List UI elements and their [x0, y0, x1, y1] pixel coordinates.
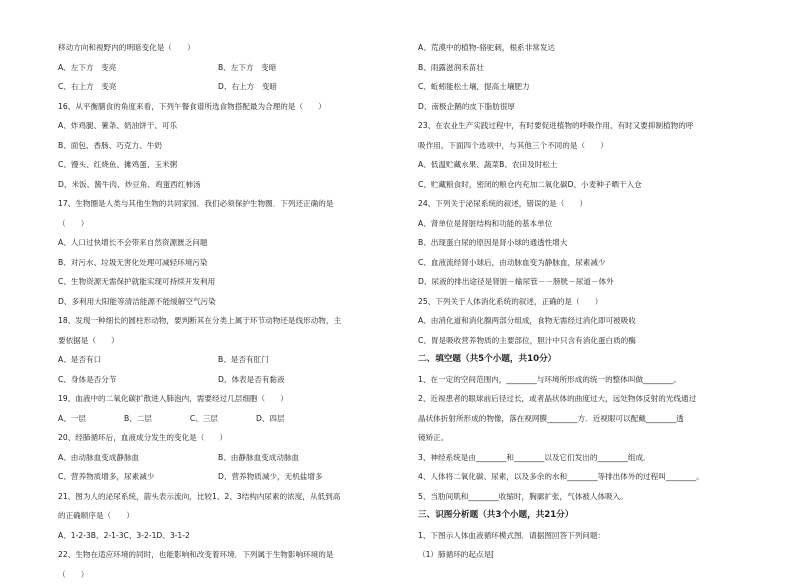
text-line: 镜矫正。	[418, 428, 758, 448]
option-text: A、是否有口	[58, 350, 218, 370]
text-line: （1）肺循环的起点是[	[418, 545, 758, 565]
section-heading: 三、识图分析题（共3个小题，共21分）	[418, 506, 758, 526]
option-text: D、右上方 变暗	[218, 77, 277, 97]
text-line: 25、下列关于人体消化系统的叙述，正确的是（ ）	[418, 292, 758, 312]
text-line	[58, 58, 400, 78]
text-line: B、对污水、垃圾无害化处理可减轻环境污染	[58, 253, 400, 273]
text-line	[58, 448, 400, 468]
text-line: 3、神经系统是由________和________以及它们发出的________组成．	[418, 448, 758, 468]
text-line: 移动方向和视野内的明暗变化是（ ）	[58, 38, 400, 58]
text-line: D、尿液的排出途径是肾脏－输尿管－－膀胱－尿道－体外	[418, 272, 758, 292]
text-line: C、贮藏粮食时，密闭的粮仓内充加二氧化碳D、小麦种子晒干入仓	[418, 175, 758, 195]
text-line: 吸作用。下面四个选项中，与其他三个不同的是（ ）	[418, 136, 758, 156]
text-line: D、南极企鹅的皮下脂肪很厚	[418, 97, 758, 117]
text-line: C、馒头、红烧鱼、摊鸡蛋、玉米粥	[58, 155, 400, 175]
right-column	[418, 38, 758, 565]
text-line	[58, 467, 400, 487]
option-text: A、由动脉血变成静脉血	[58, 448, 218, 468]
text-line: 23、在农业生产实践过程中，有时要促进植物的呼吸作用，有时又要抑制植物的呼	[418, 116, 758, 136]
option-text: D、营养物质减少，无机盐增多	[218, 467, 323, 487]
text-line: A、由消化道和消化腺两部分组成，食物无需经过消化即可被吸收	[418, 311, 758, 331]
text-line: 2、近视患者的眼球前后径过长，或者晶状体的曲度过大，远处物体反射的光线通过	[418, 389, 758, 409]
text-line: C、生物资源无需保护就能实现可持续开发利用	[58, 272, 400, 292]
text-line: 要依据是（ ）	[58, 331, 400, 351]
left-column	[58, 38, 400, 584]
text-line: 21、图为人的泌尿系统，箭头表示流向，比较1、2、3结构内尿素的浓度，从低到高	[58, 487, 400, 507]
section-heading: 二、填空题（共5个小题，共10分）	[418, 350, 758, 370]
option-text: D、体表是否有黏液	[218, 370, 285, 390]
text-line: 17、生物圈是人类与其他生物的共同家园．我们必须保护生物圈．下列还正确的是	[58, 194, 400, 214]
option-text: C、身体是否分节	[58, 370, 218, 390]
text-line: 晶状体折射所形成的物像，落在视网膜________方．近视眼可以配戴________透	[418, 409, 758, 429]
option-text: C、右上方 变亮	[58, 77, 218, 97]
text-line	[58, 350, 400, 370]
text-line: 1、下图示人体血液循环模式图．请据图回答下列问题：	[418, 526, 758, 546]
text-line: A、一层 B、二层 C、三层 D、四层	[58, 409, 400, 429]
text-line: D、米饭、酱牛肉、炒豆角、鸡蛋西红柿汤	[58, 175, 400, 195]
text-line: B、面包、香肠、巧克力、牛奶	[58, 136, 400, 156]
text-line: 22、生物在适应环境的同时，也能影响和改变着环境．下列属于生物影响环境的是	[58, 545, 400, 565]
text-line	[58, 370, 400, 390]
text-line: 的正确顺序是（ ）	[58, 506, 400, 526]
text-line: 1、在一定的空间范围内，________与环境所形成的统一的整体叫做________。	[418, 370, 758, 390]
text-line: A、低温贮藏水果、蔬菜B、农田及时松土	[418, 155, 758, 175]
text-line: 24、下列关于泌尿系统的叙述，错误的是（ ）	[418, 194, 758, 214]
text-line: B、雨露滋润禾苗壮	[418, 58, 758, 78]
text-line: 20、经肺循环后，血液成分发生的变化是（ ）	[58, 428, 400, 448]
text-line: C、血液流经肾小球后，由动脉血变为静脉血，尿素减少	[418, 253, 758, 273]
text-line: 4、人体将二氧化碳、尿素，以及多余的水和________等排出体外的过程叫________。	[418, 467, 758, 487]
text-line: C、蚯蚓能松土壤，提高土壤肥力	[418, 77, 758, 97]
text-line: 16、从平衡膳食的角度来看，下列午餐食谱所选食物搭配最为合理的是（ ）	[58, 97, 400, 117]
text-line: 5、当肋间肌和________收缩时，胸廓扩张，气体被人体吸入。	[418, 487, 758, 507]
option-text: A、左下方 变亮	[58, 58, 218, 78]
text-line: A、荒漠中的植物-骆驼刺，根系非常发达	[418, 38, 758, 58]
text-line: （ ）	[58, 565, 400, 584]
text-line: 18、发现一种细长的圆柱形动物，要判断其在分类上属于环节动物还是线形动物，主	[58, 311, 400, 331]
option-text: B、由静脉血变成动脉血	[218, 448, 299, 468]
text-line: （ ）	[58, 214, 400, 234]
option-text: C、营养物质增多，尿素减少	[58, 467, 218, 487]
option-text: B、左下方 变暗	[218, 58, 276, 78]
text-line: A、炸鸡腿、薯条、奶油饼干、可乐	[58, 116, 400, 136]
text-line: 19、血液中的二氧化碳扩散进入肺泡内，需要经过几层细胞（ ）	[58, 389, 400, 409]
text-line: A、人口过快增长不会带来自然资源匮乏问题	[58, 233, 400, 253]
text-line: D、多利用大阳能等清洁能源不能缓解空气污染	[58, 292, 400, 312]
text-line: B、出现蛋白尿的原因是肾小球的通透性增大	[418, 233, 758, 253]
option-text: B、是否有肛门	[218, 350, 269, 370]
text-line	[58, 77, 400, 97]
text-line: A、1-2-3B、2-1-3C、3-2-1D、3-1-2	[58, 526, 400, 546]
text-line: C、胃是吸收营养物质的主要部位，胆汁中只含有消化蛋白质的酶	[418, 331, 758, 351]
text-line: A、肾单位是肾脏结构和功能的基本单位	[418, 214, 758, 234]
